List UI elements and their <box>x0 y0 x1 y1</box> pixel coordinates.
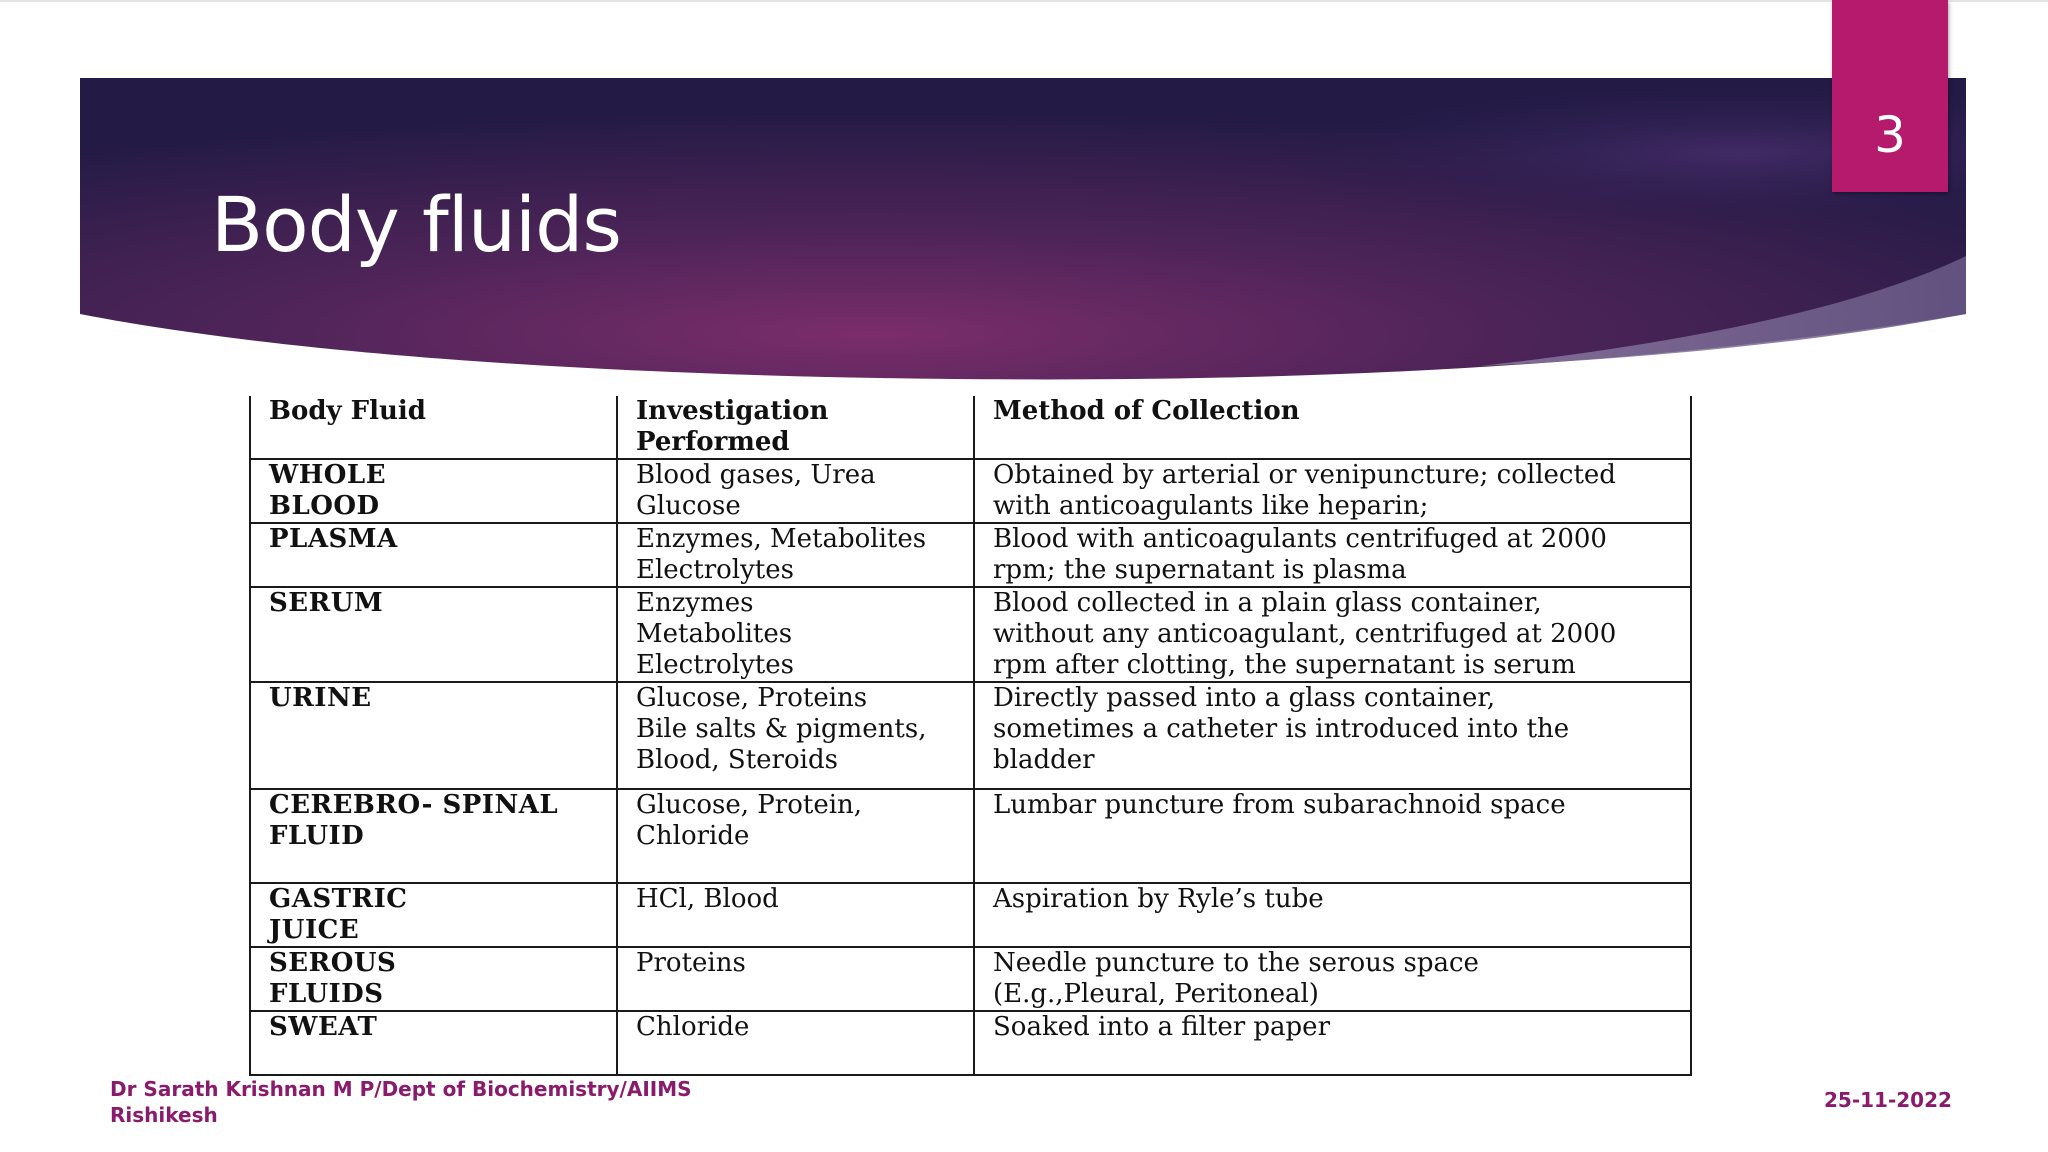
footer-author-line: Rishikesh <box>110 1103 218 1127</box>
method-cell: Soaked into a filter paper <box>974 1011 1691 1075</box>
table-row <box>250 883 1691 947</box>
method-cell: Directly passed into a glass container, sometimes a catheter is introduced into the bladder <box>974 682 1691 789</box>
fluid-cell: GASTRIC JUICE <box>250 883 617 947</box>
fluid-cell: URINE <box>250 682 617 789</box>
investigation-cell: Enzymes Metabolites Electrolytes <box>617 587 974 682</box>
header-method: Method of Collection <box>974 396 1691 459</box>
footer-date: 25-11-2022 <box>1824 1088 1952 1112</box>
footer-author-line: Dr Sarath Krishnan M P/Dept of Biochemistry/AIIMS <box>110 1077 692 1101</box>
body-fluids-table <box>249 396 1692 1076</box>
table-row <box>250 587 1691 682</box>
footer-author <box>110 1076 692 1128</box>
method-cell: Aspiration by Ryle’s tube <box>974 883 1691 947</box>
fluid-cell: WHOLE BLOOD <box>250 459 617 523</box>
title-banner <box>80 78 1966 390</box>
investigation-cell: Glucose, Proteins Bile salts & pigments, Blood, Steroids <box>617 682 974 789</box>
header-body-fluid: Body Fluid <box>250 396 617 459</box>
investigation-cell: HCl, Blood <box>617 883 974 947</box>
investigation-cell: Proteins <box>617 947 974 1011</box>
method-cell: Needle puncture to the serous space (E.g.,Pleural, Peritoneal) <box>974 947 1691 1011</box>
slide-number-tab <box>1832 0 1948 192</box>
method-cell: Blood with anticoagulants centrifuged at 2000 rpm; the supernatant is plasma <box>974 523 1691 587</box>
table-row <box>250 523 1691 587</box>
header-investigation: Investigation Performed <box>617 396 974 459</box>
table-row <box>250 789 1691 883</box>
table-header-row <box>250 396 1691 459</box>
method-cell: Lumbar puncture from subarachnoid space <box>974 789 1691 883</box>
investigation-cell: Glucose, Protein, Chloride <box>617 789 974 883</box>
slide-title: Body fluids <box>211 180 622 269</box>
method-cell: Obtained by arterial or venipuncture; collected with anticoagulants like heparin; <box>974 459 1691 523</box>
table-row <box>250 1011 1691 1075</box>
slide <box>80 78 1966 1150</box>
table-row <box>250 682 1691 789</box>
table-row <box>250 947 1691 1011</box>
investigation-cell: Enzymes, Metabolites Electrolytes <box>617 523 974 587</box>
fluid-cell: CEREBRO- SPINAL FLUID <box>250 789 617 883</box>
investigation-cell: Blood gases, Urea Glucose <box>617 459 974 523</box>
method-cell: Blood collected in a plain glass container, without any anticoagulant, centrifuged at 2000 rpm after clotting, the supernatant is serum <box>974 587 1691 682</box>
window-top-border <box>0 0 2048 2</box>
table-row <box>250 459 1691 523</box>
fluid-cell: SWEAT <box>250 1011 617 1075</box>
slide-number: 3 <box>1874 106 1906 164</box>
fluid-cell: SEROUS FLUIDS <box>250 947 617 1011</box>
fluid-cell: SERUM <box>250 587 617 682</box>
investigation-cell: Chloride <box>617 1011 974 1075</box>
fluid-cell: PLASMA <box>250 523 617 587</box>
